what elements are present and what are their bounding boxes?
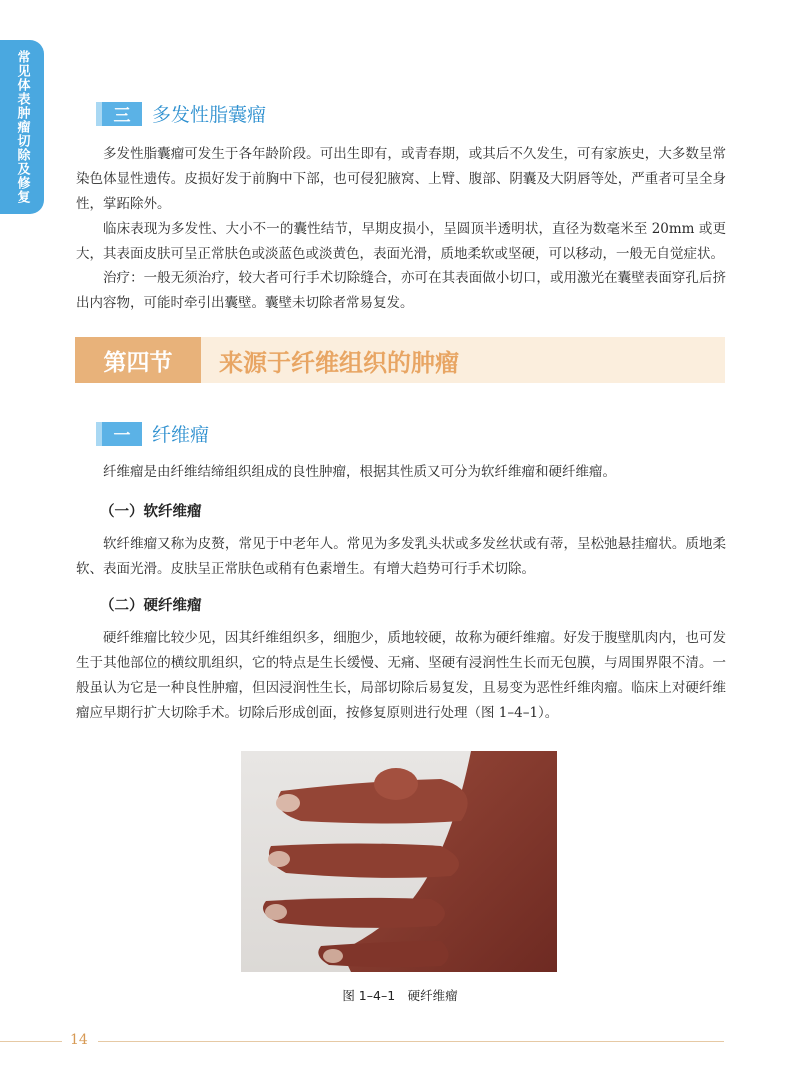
paragraph: 多发性脂囊瘤可发生于各年龄阶段。可出生即有，或青春期，或其后不久发生，可有家族史，大多数呈常染色体显性遗传。皮损好发于前胸中下部，也可侵犯腋窝、上臂、腹部、阴囊及大阴唇等处，严重者可呈全身性，掌跖除外。 xyxy=(76,146,726,212)
paragraph: 纤维瘤是由纤维结缔组织组成的良性肿瘤，根据其性质又可分为软纤维瘤和硬纤维瘤。 xyxy=(103,464,616,480)
section-title: 多发性脂囊瘤 xyxy=(152,104,267,126)
subsection-heading: （一）软纤维瘤 xyxy=(100,504,202,520)
chapter-label: 第四节 xyxy=(75,337,201,383)
subsection-heading: （二）硬纤维瘤 xyxy=(100,598,202,614)
figure-photo xyxy=(241,751,557,972)
chapter-title: 来源于纤维组织的肿瘤 xyxy=(201,337,725,383)
chapter-heading xyxy=(75,337,725,383)
section-number: 三 xyxy=(96,102,142,126)
side-chapter-label: 常见体表肿瘤切除及修复 xyxy=(14,50,30,204)
side-chapter-tab xyxy=(0,40,44,214)
figure-caption: 图 1–4–1 硬纤维瘤 xyxy=(342,988,458,1003)
paragraph: 软纤维瘤又称为皮赘，常见于中老年人。常见为多发乳头状或多发丝状或有蒂，呈松弛悬挂瘤状。质地柔软、表面光滑。皮肤呈正常肤色或稍有色素增生。有增大趋势可行手术切除。 xyxy=(76,536,726,577)
section-heading-3 xyxy=(96,100,266,127)
section-number: 一 xyxy=(96,422,142,446)
section-title: 纤维瘤 xyxy=(152,424,210,446)
footer-rule xyxy=(98,1041,724,1042)
section-heading-1 xyxy=(96,420,209,447)
paragraph: 治疗：一般无须治疗，较大者可行手术切除缝合，亦可在其表面做小切口，或用激光在囊壁表面穿孔后挤出内容物，可能时牵引出囊壁。囊壁未切除者常易复发。 xyxy=(76,270,726,311)
paragraph: 硬纤维瘤比较少见，因其纤维组织多，细胞少，质地较硬，故称为硬纤维瘤。好发于腹壁肌肉内，也可发生于其他部位的横纹肌组织，它的特点是生长缓慢、无痛、坚硬有浸润性生长而无包膜，与周围界限不清。一般虽认为它是一种良性肿瘤，但因浸润性生长，局部切除后易复发，且易变为恶性纤维肉瘤。临床上对硬纤维瘤应早期行扩大切除手术。切除后形成创面，按修复原则进行处理（图 1–4–1）。 xyxy=(76,630,726,721)
footer-rule xyxy=(0,1041,62,1042)
hand-illustration xyxy=(241,751,557,972)
paragraph: 临床表现为多发性、大小不一的囊性结节，早期皮损小，呈圆顶半透明状，直径为数毫米至 20mm 或更大，其表面皮肤可呈正常肤色或淡蓝色或淡黄色，表面光滑，质地柔软或坚硬，可以移动，一般无自觉症状。 xyxy=(76,221,726,262)
page-number: 14 xyxy=(70,1032,88,1048)
